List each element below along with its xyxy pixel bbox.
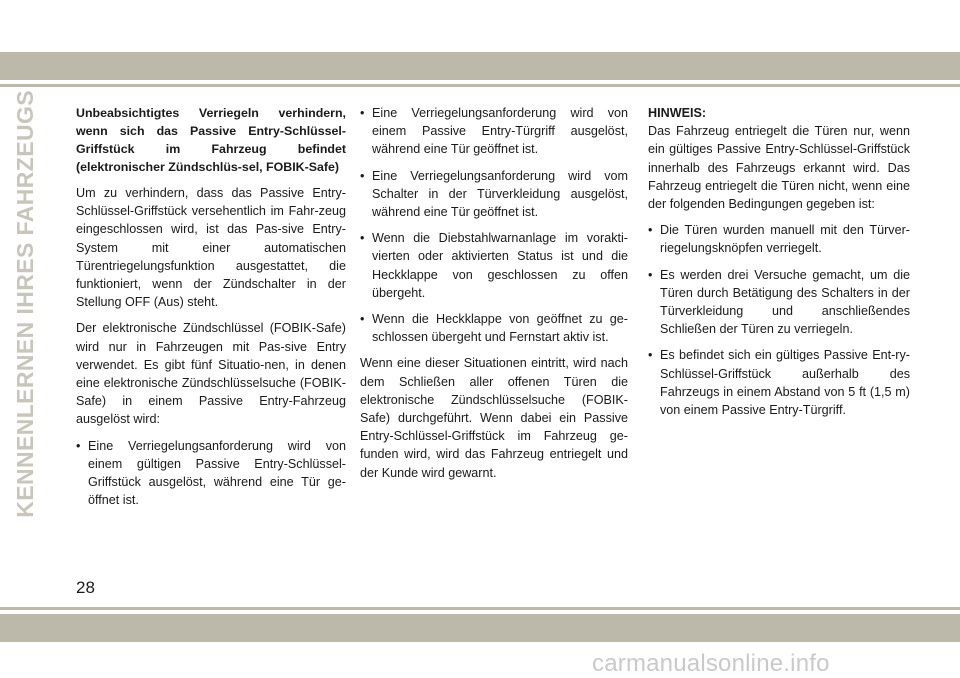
list-item: • Es befindet sich ein gültiges Passive Ent-ry-Schlüssel-Griffstück außerhalb des Fahrzeugs in einem Abstand von 5 ft (1,5 m) von einem Passive Entry-Türgriff.: [648, 348, 910, 418]
section-side-title: [8, 90, 42, 518]
text-column-1: [76, 104, 346, 517]
list-item: • Die Türen wurden manuell mit den Türver-riegelungsknöpfen verriegelt.: [648, 223, 910, 256]
bullet-icon: •: [648, 223, 653, 238]
header-rule: [0, 84, 960, 87]
list-item: • Es werden drei Versuche gemacht, um die Türen durch Betätigung des Schalters in der Türverkleidung und anschließendes Schließen der Türen zu verriegeln.: [648, 267, 910, 337]
bullet-list: [76, 437, 346, 510]
section-side-title-text: KENNENLERNEN IHRES FAHRZEUGS: [11, 90, 38, 518]
watermark-text: carmanualsonline.info: [592, 650, 830, 677]
header-band: [0, 52, 960, 80]
section-heading: Unbeabsichtigtes Verriegeln verhindern, wenn sich das Passive Entry-Schlüssel-Griffstück im Fahrzeug befindet (elektronischer Zündschlüs-sel, FOBIK-Safe): [76, 106, 346, 174]
bullet-icon: •: [76, 438, 81, 453]
text-column-2: [360, 104, 628, 490]
list-item: • Eine Verriegelungsanforderung wird von einem Passive Entry-Türgriff ausgelöst, während eine Tür geöffnet ist.: [360, 106, 628, 157]
text-column-3: [648, 104, 910, 427]
bullet-icon: •: [360, 231, 365, 246]
footer-rule: [0, 607, 960, 610]
list-item: • Wenn die Heckklappe von geöffnet zu ge-schlossen übergeht und Fernstart aktiv ist.: [360, 312, 628, 345]
bullet-icon: •: [360, 168, 365, 183]
list-item: • Eine Verriegelungsanforderung wird vom Schalter in der Türverkleidung ausgelöst, während eine Tür geöffnet ist.: [360, 168, 628, 220]
bullet-list: [360, 104, 628, 346]
paragraph: Wenn eine dieser Situationen eintritt, wird nach dem Schließen aller offenen Türen die elektronische Zündschlüsselsuche (FOBIK-Safe) durchgeführt. Wenn dabei ein Passive Entry-Schlüssel-Griffstück im Fahrzeug ge-funden wird, wird das Fahrzeug entriegelt und der Kunde wird gewarnt.: [360, 356, 628, 480]
paragraph: Das Fahrzeug entriegelt die Türen nur, wenn ein gültiges Passive Entry-Schlüssel-Griffstück innerhalb des Fahrzeugs erkannt wird. Das Fahrzeug entriegelt die Türen nicht, wenn eine der folgenden Bedingungen gegeben ist:: [648, 124, 910, 212]
paragraph: Um zu verhindern, dass das Passive Entry-Schlüssel-Griffstück versehentlich im Fahr-zeug eingeschlossen wird, ist das Pas-sive Entry-System mit einer automatischen Türentriegelungsfunktion ausgestattet, die funktioniert, wenn der Zündschalter in der Stellung OFF (Aus) steht.: [76, 186, 346, 310]
list-item: • Wenn die Diebstahlwarnanlage im vorakti-vierten oder aktivierten Status ist und die Heckklappe von geschlossen zu offen übergeht.: [360, 231, 628, 300]
page-number: 28: [76, 578, 95, 597]
footer-band: [0, 614, 960, 642]
list-item: • Eine Verriegelungsanforderung wird von einem gültigen Passive Entry-Schlüssel-Griffstück ausgelöst, während eine Tür ge-öffnet ist.: [76, 438, 346, 508]
note-heading: HINWEIS:: [648, 106, 707, 120]
bullet-icon: •: [648, 348, 653, 363]
bullet-icon: •: [360, 106, 365, 120]
paragraph: Der elektronische Zündschlüssel (FOBIK-Safe) wird nur in Fahrzeugen mit Pas-sive Entry verwendet. Es gibt fünf Situatio-nen, in denen eine elektronische Zündschlüsselsuche (FOBIK-Safe) in einem Passive Entry-Fahrzeug ausgelöst wird:: [76, 321, 346, 427]
bullet-icon: •: [648, 267, 653, 282]
bullet-list: [648, 221, 910, 419]
bullet-icon: •: [360, 312, 365, 327]
